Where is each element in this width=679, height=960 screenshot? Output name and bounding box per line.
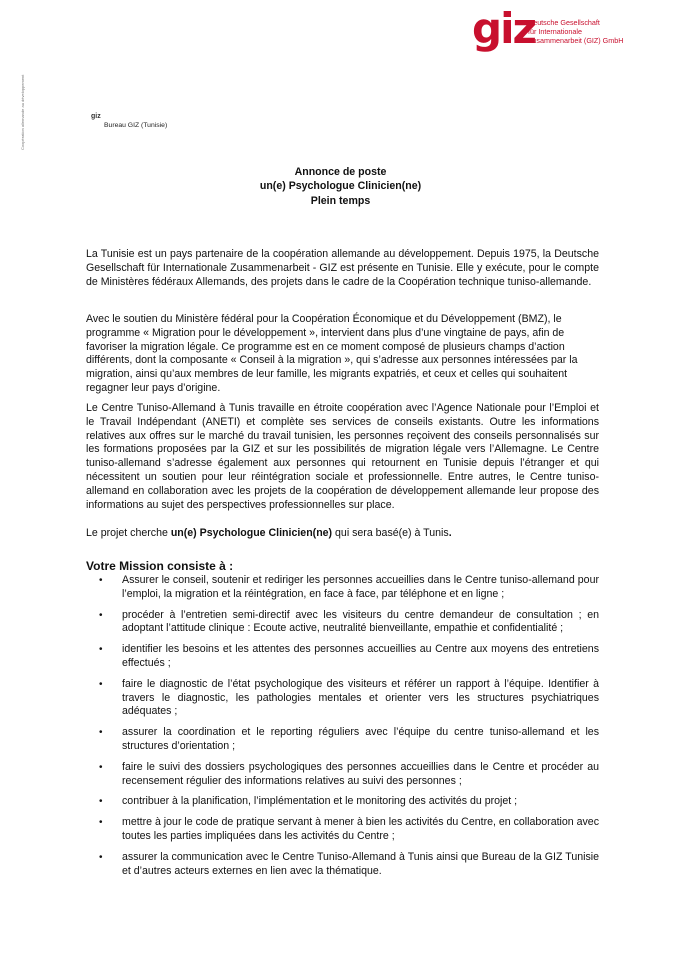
mission-item-text: identifier les besoins et les attentes des personnes accueillies au Centre aux moyens des entretiens effectués ; xyxy=(122,643,599,669)
paragraph-program: Avec le soutien du Ministère fédéral pour la Coopération Économique et du Développement (BMZ), le programme « Migration pour le développement », intervient dans plus d’une vingtaine de pays, afin de favoriser la migration légale. Ce programme est en ce moment composé de plusieurs champs d’action différents, dont la composante « Conseil à la migration », qui s’adresse aux personnes intéressées par la migration, ainsi qu’aux membres de leur famille, les migrants expatriés, et ceux et celles qui souhaitent regagner leur pays d’origine. xyxy=(86,313,578,394)
mission-item-text: procéder à l’entretien semi-directif avec les visiteurs du centre demandeur de consultation ; en adoptant l’attitude clinique : Ecoute active, neutralité bienveillante, empathie et confidentialité ; xyxy=(122,608,599,635)
bullet-icon: • xyxy=(99,727,103,739)
logo-line-1: Deutsche Gesellschaft xyxy=(528,18,600,27)
logo-line-2: für Internationale xyxy=(528,27,582,37)
mission-item-text: faire le suivi des dossiers psychologiques des personnes accueillies dans le Centre et procéder au recensement régulier des informations relatives au suivi des personnes ; xyxy=(122,760,599,787)
paragraph-intro: La Tunisie est un pays partenaire de la coopération allemande au développement. Depuis 1975, la Deutsche Gesellschaft für Internationale Zusammenarbeit - GIZ est présente en Tunisie. Elle y exécute, pour le compte de Ministères fédéraux Allemands, des projets dans le cadre de la Coopération technique tuniso-allemande. xyxy=(86,248,599,288)
paragraph-center: Le Centre Tuniso-Allemand à Tunis travaille en étroite coopération avec l’Agence Nationale pour l’Emploi et le Travail Indépendant (ANETI) et complète ses services de conseils existants. Outre les informations relatives aux offres sur le marché du travail tunisien, les personnes reçoivent des conseils personnalisés sur les formations proposées par la GIZ et sur les possibilités de migration légale vers l’Allemagne. Le Centre tuniso-allemand s’adresse également aux personnes qui retournent en Tunisie depuis l’étranger et qui nécessitent un soutien pour leur réintégration sociale et professionnelle. Entre autres, le Centre tuniso-allemand en collaboration avec les projets de la coopération de développement allemande leur propose des informations au sujet des perspectives professionnelles sur place. xyxy=(86,402,599,511)
bullet-icon: • xyxy=(99,644,103,656)
mission-item xyxy=(86,761,599,789)
bullet-icon: • xyxy=(99,796,103,808)
mission-item xyxy=(86,851,599,879)
mission-item xyxy=(86,816,599,844)
bullet-icon: • xyxy=(99,575,103,586)
giz-logo-text xyxy=(528,18,678,46)
mission-item xyxy=(86,795,599,809)
job-title-block xyxy=(200,165,481,208)
title-line-role: un(e) Psychologue Clinicien(ne) xyxy=(259,180,422,193)
title-line-announcement: Annonce de poste xyxy=(294,166,387,178)
mission-item-text: faire le diagnostic de l’état psychologique des visiteurs et référer un rapport à l’équipe. Identifier à travers le diagnostic, les pathologies mentales et orienter vers les structures psychiatriques adéquates ; xyxy=(122,677,599,718)
mission-item xyxy=(86,678,599,719)
project-statement xyxy=(86,527,599,541)
bullet-icon: • xyxy=(99,851,103,863)
office-label: Bureau GIZ (Tunisie) xyxy=(104,122,168,129)
project-text-before: Le projet cherche xyxy=(86,527,171,539)
mission-item-text: contribuer à la planification, l’implémentation et le monitoring des activités du projet ; xyxy=(122,795,518,808)
mission-item-text: mettre à jour le code de pratique servant à mener à bien les activités du Centre, en collaboration avec toutes les parties impliquées dans les activités du Centre ; xyxy=(122,816,599,842)
mission-item-text: assurer la communication avec le Centre Tuniso-Allemand à Tunis ainsi que Bureau de la GIZ Tunisie et d’autres acteurs externes en lien avec la thématique. xyxy=(122,850,599,877)
project-text-after: qui sera basé(e) à Tunis xyxy=(332,527,449,539)
mission-list xyxy=(86,574,599,885)
mission-item xyxy=(86,609,599,637)
mission-item-text: assurer la coordination et le reporting réguliers avec l’équipe du centre tuniso-allemand et les structures d’orientation ; xyxy=(122,726,599,752)
mission-item-text: Assurer le conseil, soutenir et rediriger les personnes accueillies dans le Centre tuniso-allemand pour l’emploi, la migration et la réintégration, en face à face, par téléphone et en ligne ; xyxy=(122,574,599,600)
bullet-icon: • xyxy=(99,817,103,829)
bullet-icon: • xyxy=(99,761,103,773)
mission-item xyxy=(86,726,599,754)
title-line-schedule: Plein temps xyxy=(310,194,371,207)
project-text-end: . xyxy=(448,527,452,539)
mission-heading: Votre Mission consiste à : xyxy=(86,559,234,573)
mission-item xyxy=(86,574,599,602)
bullet-icon: • xyxy=(99,678,103,690)
logo-line-3: Zusammenarbeit (GIZ) GmbH xyxy=(528,36,624,46)
mission-item xyxy=(86,643,599,671)
small-giz-logo: giz xyxy=(91,113,101,120)
sidebar-vertical-text: Coopération allemande au développement xyxy=(20,74,25,150)
project-role: un(e) Psychologue Clinicien(ne) xyxy=(170,527,333,539)
bullet-icon: • xyxy=(99,609,103,621)
giz-logo-mark: giz xyxy=(472,4,535,53)
